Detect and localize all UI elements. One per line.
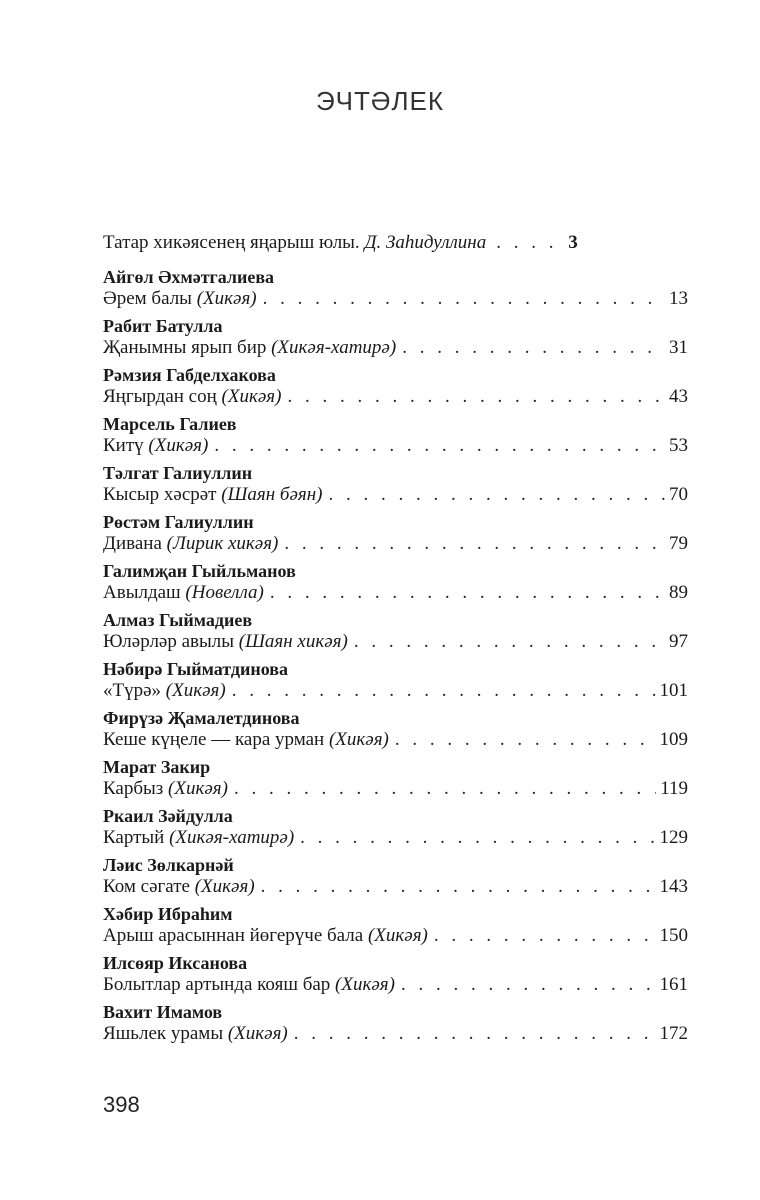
toc-entry[interactable]	[103, 854, 688, 898]
entry-author: Ләис Зөлкарнәй	[103, 855, 234, 875]
dot-leader	[294, 1023, 656, 1045]
entry-author: Рабит Батулла	[103, 316, 223, 336]
entry-line	[103, 680, 688, 702]
entry-page-number: 53	[669, 435, 688, 456]
entry-line	[103, 435, 688, 457]
entry-title-text	[103, 582, 264, 604]
entry-title: Болытлар артында кояш бар	[103, 974, 331, 995]
entry-line	[103, 386, 688, 408]
toc-entry[interactable]	[103, 609, 688, 653]
entry-line	[103, 827, 688, 849]
entry-page-number: 129	[659, 827, 688, 848]
page-number: 398	[103, 1092, 140, 1117]
entry-genre: (Хикәя-хатирә)	[271, 337, 397, 358]
entry-page-number: 150	[659, 925, 688, 946]
toc-entry[interactable]	[103, 511, 688, 555]
entry-line	[103, 533, 688, 555]
entry-author: Марат Закир	[103, 757, 211, 777]
entry-title: Кысыр хәсрәт	[103, 484, 217, 505]
dot-leader	[261, 876, 656, 898]
toc-entry[interactable]	[103, 952, 688, 996]
dot-leader	[287, 386, 665, 408]
toc-entry[interactable]	[103, 707, 688, 751]
entry-title: Авылдаш	[103, 582, 181, 603]
entry-author: Тәлгат Галиуллин	[103, 463, 253, 483]
entry-genre: (Хикәя-хатирә)	[169, 827, 295, 848]
dot-leader	[284, 533, 665, 555]
entry-author: Фирүзә Җамалетдинова	[103, 708, 300, 728]
entry-genre: (Хикәя)	[196, 288, 257, 309]
dot-leader	[434, 925, 656, 947]
entry-title-text	[103, 876, 255, 898]
entry-line	[103, 337, 688, 359]
toc-entry[interactable]	[103, 756, 688, 800]
entry-author: Ркаил Зәйдулла	[103, 806, 233, 826]
dot-leader	[300, 827, 655, 849]
toc-entry[interactable]	[103, 560, 688, 604]
entry-line	[103, 1023, 688, 1045]
entry-title: Арыш арасыннан йөгерүче бала	[103, 925, 364, 946]
entry-genre: (Хикәя)	[194, 876, 255, 897]
dot-leader	[496, 232, 556, 254]
toc-entry[interactable]	[103, 805, 688, 849]
dot-leader	[354, 631, 665, 653]
toc-intro-entry[interactable]	[103, 232, 688, 254]
entry-title-text	[103, 484, 322, 506]
entry-title-text	[103, 827, 294, 849]
entry-page-number: 70	[669, 484, 688, 505]
toc-entry[interactable]	[103, 658, 688, 702]
entry-line	[103, 582, 688, 604]
dot-leader	[263, 288, 665, 310]
entry-author: Рөстәм Галиуллин	[103, 512, 254, 532]
entry-line	[103, 876, 688, 898]
dot-leader	[328, 484, 665, 506]
entry-page-number: 97	[669, 631, 688, 652]
dot-leader	[232, 680, 656, 702]
entry-genre: (Хикәя)	[227, 1023, 288, 1044]
toc-entry[interactable]	[103, 413, 688, 457]
entry-title-text	[103, 288, 257, 310]
entry-author: Марсель Галиев	[103, 414, 237, 434]
entry-title-text	[103, 1023, 288, 1045]
toc-entry[interactable]	[103, 315, 688, 359]
entry-title: Дивана	[103, 533, 162, 554]
entry-genre: (Хикәя)	[148, 435, 209, 456]
entry-line	[103, 778, 688, 800]
dot-leader	[401, 974, 656, 996]
dot-leader	[402, 337, 665, 359]
entry-genre: (Хикәя)	[165, 680, 226, 701]
entry-page-number: 143	[659, 876, 688, 897]
entry-title-text	[103, 435, 208, 457]
entry-author: Нәбирә Гыйматдинова	[103, 659, 289, 679]
toc-entry[interactable]	[103, 266, 688, 310]
entry-page-number: 79	[669, 533, 688, 554]
entry-genre: (Хикәя)	[168, 778, 228, 799]
dot-leader	[234, 778, 656, 800]
entry-line	[103, 925, 688, 947]
entry-title-text	[103, 631, 348, 653]
entry-title: Карбыз	[103, 778, 164, 799]
dot-leader	[214, 435, 665, 457]
entry-genre: (Лирик хикәя)	[166, 533, 279, 554]
page-title: ЭЧТӘЛЕК	[315, 86, 444, 116]
entry-line	[103, 631, 688, 653]
entry-title: Юләрләр авылы	[103, 631, 235, 652]
toc-entries	[103, 266, 688, 1045]
entry-title-text	[103, 925, 428, 947]
entry-title: Картый	[103, 827, 165, 848]
toc-entry[interactable]	[103, 1001, 688, 1045]
entry-page-number: 101	[659, 680, 688, 701]
entry-genre: (Новелла)	[185, 582, 264, 603]
intro-title-text	[103, 232, 486, 254]
entry-title: Яшьлек урамы	[103, 1023, 224, 1044]
entry-genre: (Хикәя)	[367, 925, 428, 946]
entry-genre: (Шаян бәян)	[221, 484, 323, 505]
entry-title: Яңгырдан соң	[103, 386, 217, 407]
entry-title: Китү	[103, 435, 144, 456]
entry-page-number: 13	[669, 288, 688, 309]
toc-entry[interactable]	[103, 462, 688, 506]
entry-title: Җанымны ярып бир	[103, 337, 267, 358]
entry-page-number: 172	[659, 1023, 688, 1044]
entry-author: Хәбир Ибраһим	[103, 904, 233, 924]
entry-line	[103, 974, 688, 996]
entry-genre: (Хикәя)	[221, 386, 282, 407]
entry-line	[103, 288, 688, 310]
entry-author: Вахит Имамов	[103, 1002, 223, 1022]
entry-page-number: 43	[669, 386, 688, 407]
entry-title: Әрем балы	[103, 288, 192, 309]
toc-entry[interactable]	[103, 903, 688, 947]
entry-genre: (Хикәя)	[335, 974, 395, 995]
entry-title-text	[103, 337, 396, 359]
entry-title-text	[103, 680, 226, 702]
entry-author: Илсөяр Иксанова	[103, 953, 248, 973]
entry-line	[103, 484, 688, 506]
entry-genre: (Шаян хикәя)	[238, 631, 348, 652]
entry-page-number: 89	[669, 582, 688, 603]
entry-title-text	[103, 974, 395, 996]
entry-author: Рәмзия Габделхакова	[103, 365, 276, 385]
entry-line	[103, 729, 688, 751]
entry-page-number: 109	[659, 729, 688, 750]
intro-title: Татар хикәясенең яңарыш юлы.	[103, 232, 360, 253]
entry-page-number: 31	[669, 337, 688, 358]
entry-title-text	[103, 778, 228, 800]
entry-title-text	[103, 729, 389, 751]
entry-genre: (Хикәя)	[328, 729, 389, 750]
entry-title: Кеше күңеле — кара урман	[103, 729, 325, 750]
entry-title: Ком сәгате	[103, 876, 190, 897]
entry-page-number: 119	[660, 778, 688, 799]
entry-title-text	[103, 386, 281, 408]
entry-title-text	[103, 533, 278, 555]
dot-leader	[395, 729, 656, 751]
intro-page-number: 3	[568, 232, 578, 253]
table-of-contents	[103, 232, 688, 1050]
toc-entry[interactable]	[103, 364, 688, 408]
entry-author: Галимҗан Гыйльманов	[103, 561, 296, 581]
entry-author: Айгөл Әхмәтгалиева	[103, 267, 275, 287]
entry-title: «Түрә»	[103, 680, 162, 701]
dot-leader	[270, 582, 665, 604]
intro-author: Д. Заһидуллина	[364, 232, 487, 253]
entry-author: Алмаз Гыймадиев	[103, 610, 253, 630]
entry-page-number: 161	[659, 974, 688, 995]
